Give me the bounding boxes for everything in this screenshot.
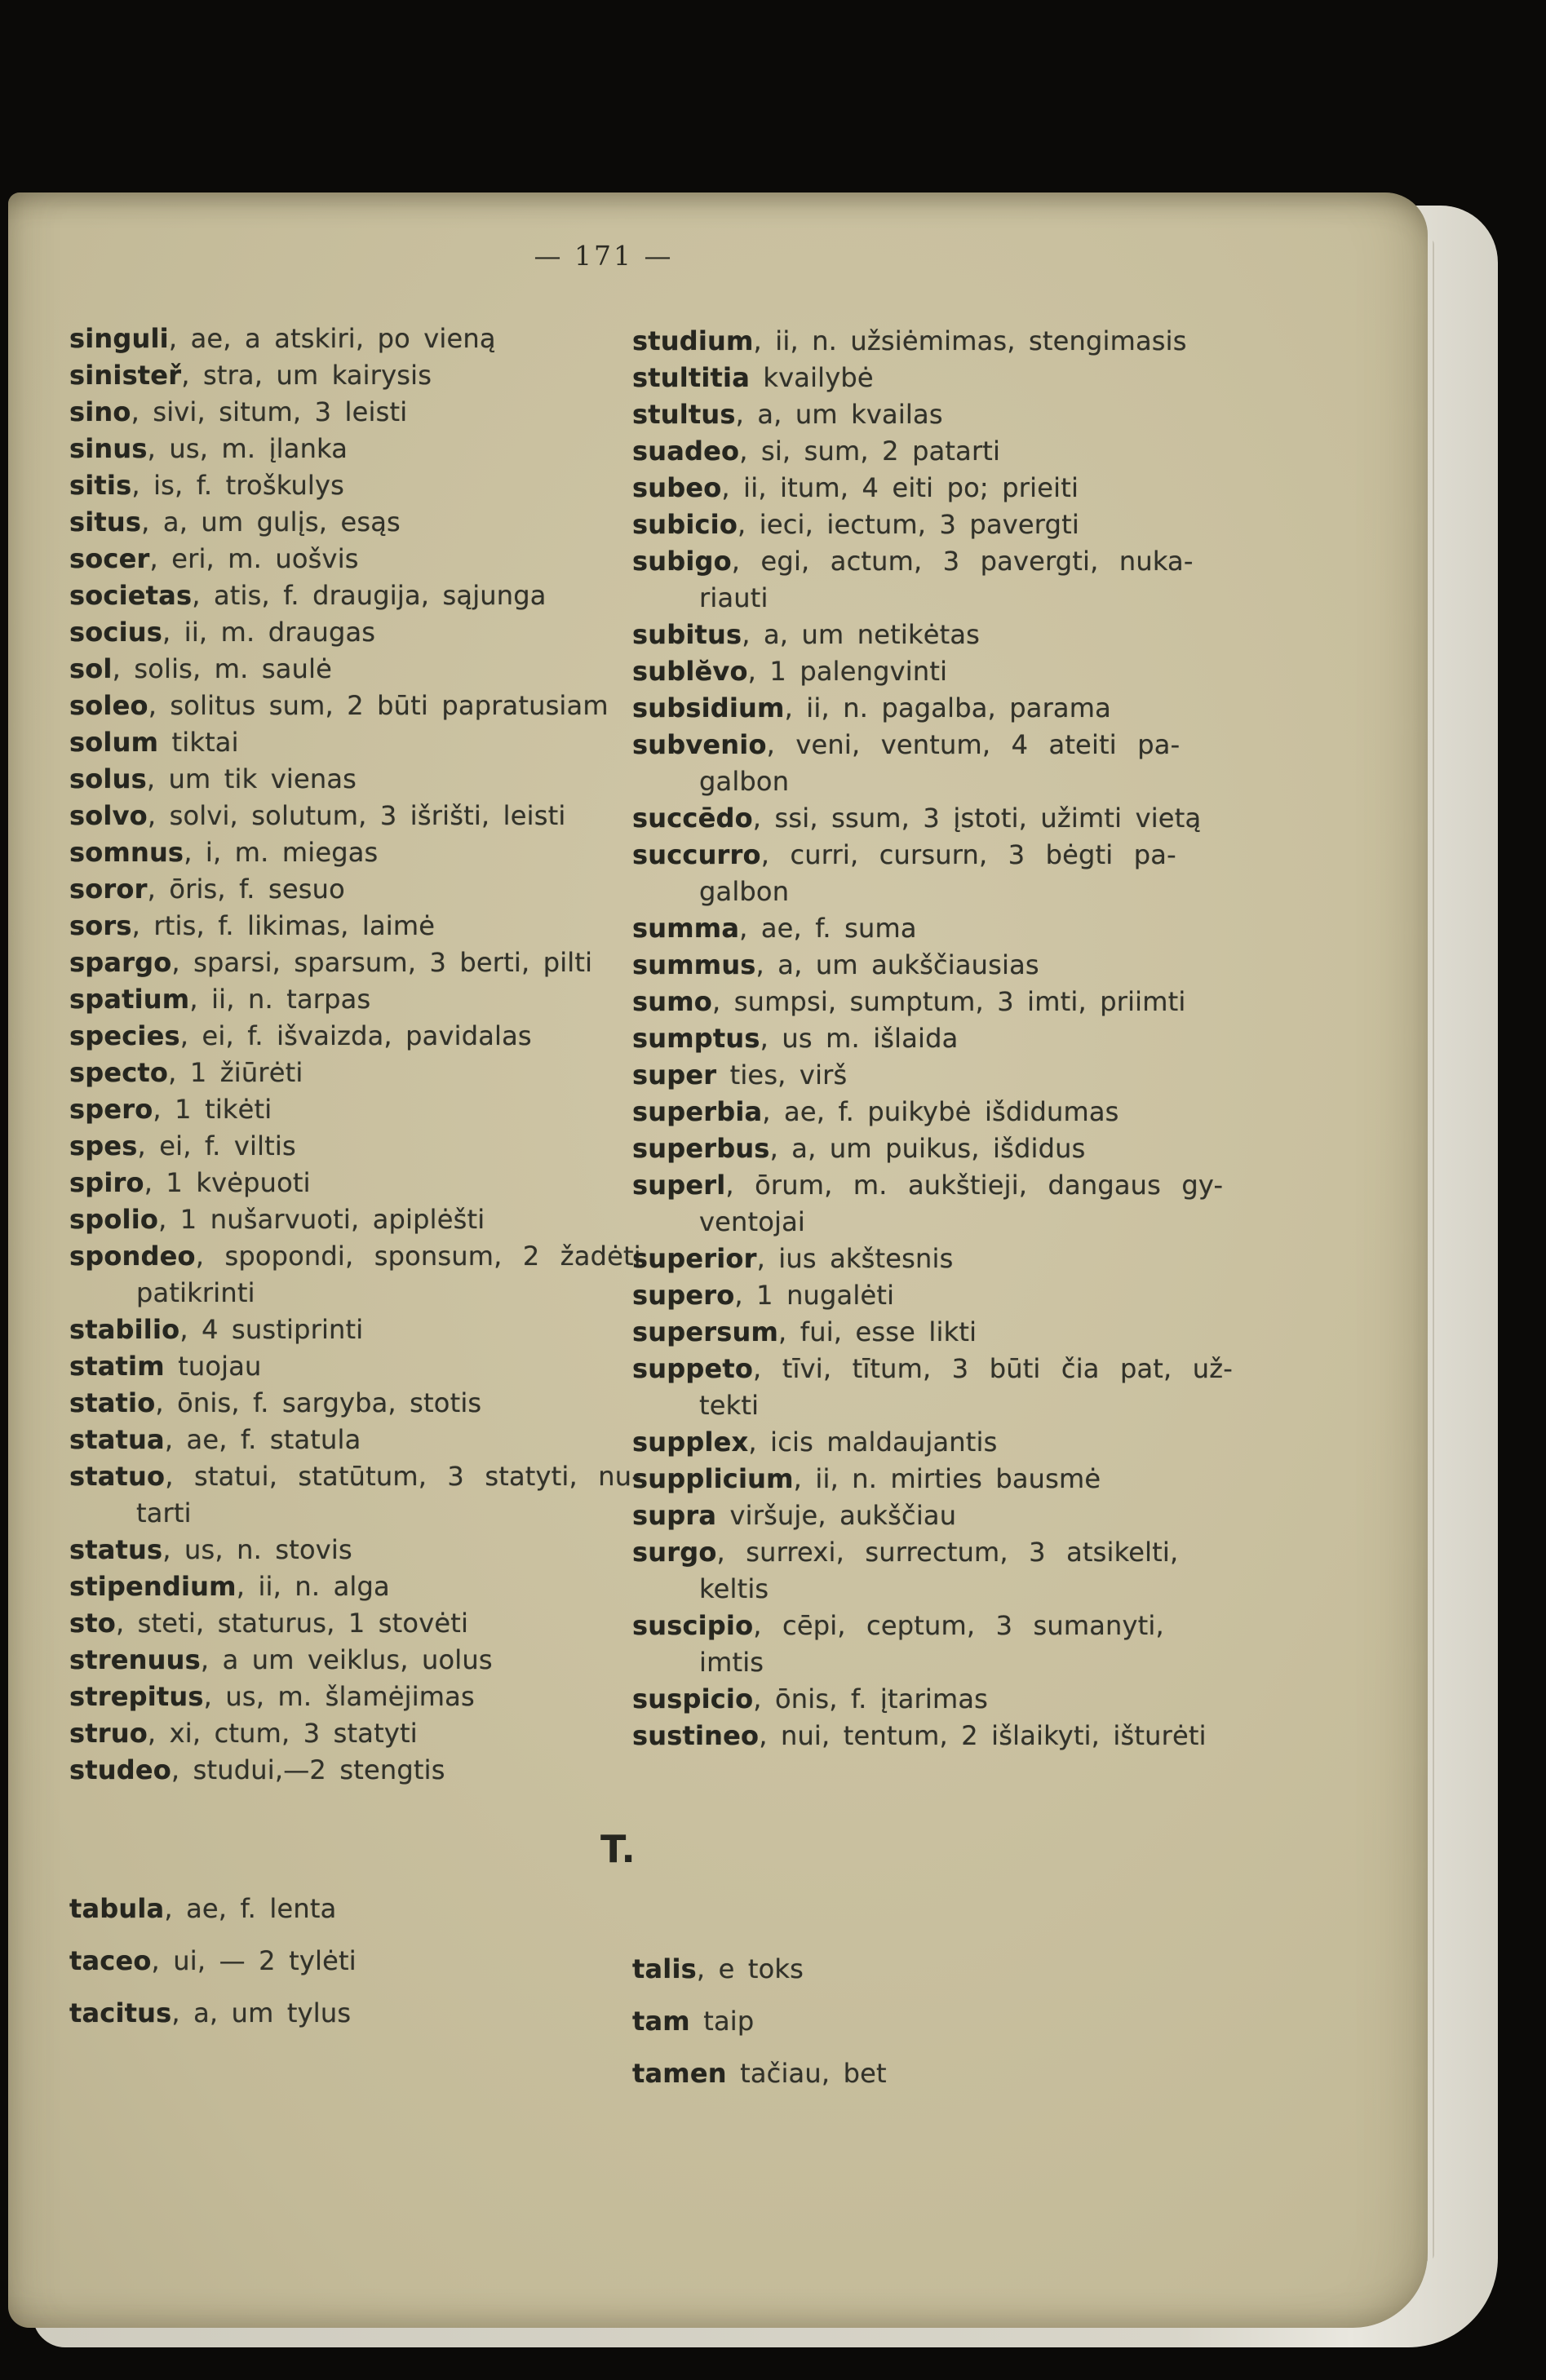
dictionary-entry-line xyxy=(69,504,641,541)
entry-definition: , studui,—2 stengtis xyxy=(171,1754,445,1785)
latin-headword: statuo xyxy=(69,1461,166,1492)
entry-definition: , us, m. šlamėjimas xyxy=(203,1681,475,1712)
latin-headword: tamen xyxy=(632,2058,727,2089)
entry-definition: , icis maldaujantis xyxy=(748,1427,998,1458)
latin-headword: struo xyxy=(69,1718,148,1749)
latin-headword: sumo xyxy=(632,986,712,1017)
dictionary-entry-line xyxy=(632,1094,1233,1130)
entry-definition: , a, um puikus, išdidus xyxy=(769,1133,1086,1164)
entry-definition: , solitus sum, 2 būti papratusiam xyxy=(148,690,609,721)
entry-definition: , ae, f. statula xyxy=(164,1424,361,1455)
entry-definition: tačiau, bet xyxy=(726,2058,887,2089)
dictionary-entry-line xyxy=(69,798,641,834)
entry-definition: , ui, — 2 tylėti xyxy=(151,1945,357,1976)
dictionary-entry-line xyxy=(69,1055,641,1091)
latin-headword: subigo xyxy=(632,546,732,577)
latin-headword: spiro xyxy=(69,1167,144,1198)
latin-headword: sol xyxy=(69,653,113,684)
entry-definition: tarti xyxy=(136,1497,192,1528)
dictionary-entry-line xyxy=(69,431,641,467)
entry-definition: galbon xyxy=(699,876,790,907)
dictionary-entry-line xyxy=(69,1458,641,1495)
latin-headword: supplex xyxy=(632,1427,749,1458)
dictionary-entry-line xyxy=(69,981,641,1018)
entry-definition: , e toks xyxy=(696,1953,804,1984)
entry-definition: , a, um gulįs, esąs xyxy=(141,507,401,537)
latin-headword: suadeo xyxy=(632,436,740,467)
dictionary-entry-line xyxy=(69,1679,641,1715)
latin-headword: singuli xyxy=(69,323,169,354)
dictionary-entry-line xyxy=(69,1091,641,1128)
entry-definition: imtis xyxy=(699,1647,764,1678)
entry-definition: , ii, n. užsiėmimas, stengimasis xyxy=(753,325,1187,356)
dictionary-entry-line xyxy=(632,1057,1233,1094)
entry-definition: , 1 palengvinti xyxy=(747,656,948,687)
dictionary-entry-line xyxy=(69,1568,641,1605)
dictionary-entry-line xyxy=(69,1422,641,1458)
entry-definition: keltis xyxy=(699,1573,769,1604)
entry-definition: , ae, a atskiri, po vieną xyxy=(168,323,496,354)
entry-definition: , 1 kvėpuoti xyxy=(144,1167,311,1198)
entry-continuation-line xyxy=(69,1495,641,1532)
entry-definition: , spopondi, sponsum, 2 žadėti xyxy=(195,1241,641,1272)
latin-headword: strepitus xyxy=(69,1681,204,1712)
entry-definition: , ii, n. alga xyxy=(236,1571,390,1602)
latin-headword: sumptus xyxy=(632,1023,760,1054)
latin-headword: statio xyxy=(69,1387,156,1418)
entry-definition: , egi, actum, 3 pavergti, nuka- xyxy=(731,546,1194,577)
dictionary-entry-line xyxy=(69,944,641,981)
dictionary-entry-line xyxy=(632,1497,1233,1534)
latin-headword: solum xyxy=(69,727,159,758)
entry-definition: , ei, f. išvaizda, pavidalas xyxy=(179,1020,532,1051)
dictionary-entry-line xyxy=(632,396,1233,433)
latin-headword: superl xyxy=(632,1170,726,1201)
entry-definition: , us m. išlaida xyxy=(760,1023,959,1054)
entry-continuation-line xyxy=(632,1204,1233,1241)
dictionary-entry-line xyxy=(69,1935,357,1987)
entry-definition: , ōnis, f. įtarimas xyxy=(753,1683,989,1714)
dictionary-entry-line xyxy=(632,910,1233,947)
dictionary-entry-line xyxy=(69,871,641,908)
latin-headword: tam xyxy=(632,2006,690,2037)
dictionary-entry-line xyxy=(632,1130,1233,1167)
entry-definition: ties, virš xyxy=(716,1059,848,1090)
dictionary-entry-line xyxy=(632,947,1233,984)
dictionary-entry-line xyxy=(69,577,641,614)
entry-definition: , ii, n. pagalba, parama xyxy=(784,692,1111,723)
entry-definition: , 1 tikėti xyxy=(153,1094,272,1125)
latin-headword: sino xyxy=(69,396,131,427)
entry-definition: , a, um tylus xyxy=(171,1997,352,2028)
dictionary-entry-line xyxy=(632,1277,1233,1314)
latin-headword: summus xyxy=(632,949,756,980)
entry-definition: , si, sum, 2 patarti xyxy=(739,436,1001,467)
dictionary-entry-line xyxy=(69,1312,641,1348)
entry-continuation-line xyxy=(632,1387,1233,1424)
dictionary-entry-line xyxy=(69,651,641,688)
dictionary-entry-line xyxy=(69,1238,641,1275)
dictionary-entry-line xyxy=(69,1165,641,1201)
latin-headword: subicio xyxy=(632,509,738,540)
dictionary-entry-line xyxy=(69,908,641,944)
dictionary-entry-line xyxy=(69,1018,641,1055)
entry-definition: tuojau xyxy=(164,1351,262,1382)
entry-definition: , ii, itum, 4 eiti po; prieiti xyxy=(721,472,1079,503)
entry-definition: , fui, esse likti xyxy=(778,1316,977,1347)
entry-definition: kvailybė xyxy=(750,362,874,393)
right-column xyxy=(632,323,1233,1754)
entry-definition: , curri, cursurn, 3 bėgti pa- xyxy=(760,839,1176,870)
entry-definition: , a um veiklus, uolus xyxy=(200,1644,493,1675)
latin-headword: sublĕvo xyxy=(632,656,748,687)
dictionary-entry-line xyxy=(632,323,1233,360)
entry-definition: , ii, m. draugas xyxy=(162,617,376,648)
latin-headword: solvo xyxy=(69,800,148,831)
entry-definition: , ae, f. puikybė išdidumas xyxy=(762,1096,1119,1127)
dictionary-entry-line xyxy=(69,1128,641,1165)
latin-headword: tacitus xyxy=(69,1997,172,2028)
latin-headword: status xyxy=(69,1534,163,1565)
dictionary-entry-line xyxy=(632,984,1233,1020)
latin-headword: taceo xyxy=(69,1945,152,1976)
latin-headword: superior xyxy=(632,1243,757,1274)
dictionary-entry-line xyxy=(632,727,1233,763)
dictionary-entry-line xyxy=(632,837,1233,874)
section-heading-t: T. xyxy=(600,1827,636,1871)
entry-definition: , 1 nušarvuoti, apiplėšti xyxy=(158,1204,485,1235)
entry-continuation-line xyxy=(632,1644,1233,1681)
dictionary-entry-line xyxy=(632,1534,1233,1571)
latin-headword: situs xyxy=(69,507,142,537)
dictionary-entry-line xyxy=(632,2047,887,2099)
entry-definition: , ei, f. viltis xyxy=(137,1130,296,1161)
entry-definition: , ōrum, m. aukštieji, dangaus gy- xyxy=(725,1170,1224,1201)
latin-headword: somnus xyxy=(69,837,184,868)
entry-definition: , veni, ventum, 4 ateiti pa- xyxy=(766,729,1181,760)
dictionary-entry-line xyxy=(632,800,1233,837)
latin-headword: spes xyxy=(69,1130,138,1161)
latin-headword: subitus xyxy=(632,619,742,650)
entry-continuation-line xyxy=(69,1275,641,1312)
entry-continuation-line xyxy=(632,580,1233,617)
latin-headword: superbia xyxy=(632,1096,763,1127)
entry-definition: , ae, f. suma xyxy=(739,913,917,944)
entry-definition: , us, n. stovis xyxy=(162,1534,352,1565)
dictionary-entry-line xyxy=(69,1882,357,1935)
latin-headword: sustineo xyxy=(632,1720,760,1751)
entry-definition: , is, f. troškulys xyxy=(131,470,345,501)
entry-definition: taip xyxy=(689,2006,755,2037)
latin-headword: statua xyxy=(69,1424,165,1455)
dictionary-entry-line xyxy=(69,834,641,871)
dictionary-entry-line xyxy=(632,617,1233,653)
latin-headword: species xyxy=(69,1020,180,1051)
latin-headword: spatium xyxy=(69,984,190,1015)
latin-headword: spolio xyxy=(69,1204,159,1235)
entry-definition: , solis, m. saulė xyxy=(112,653,333,684)
entry-definition: viršuje, aukščiau xyxy=(716,1500,957,1531)
dictionary-entry-line xyxy=(632,653,1233,690)
latin-headword: soleo xyxy=(69,690,148,721)
latin-headword: specto xyxy=(69,1057,169,1088)
book-page xyxy=(8,192,1428,2328)
dictionary-entry-line xyxy=(69,541,641,577)
entry-definition: , nui, tentum, 2 išlaikyti, išturėti xyxy=(759,1720,1207,1751)
dictionary-entry-line xyxy=(69,321,641,357)
dictionary-entry-line xyxy=(69,614,641,651)
entry-definition: , 1 žiūrėti xyxy=(168,1057,303,1088)
dictionary-entry-line xyxy=(632,1241,1233,1277)
latin-headword: succurro xyxy=(632,839,761,870)
latin-headword: spondeo xyxy=(69,1241,196,1272)
entry-definition: patikrinti xyxy=(136,1277,255,1308)
left-column xyxy=(69,321,641,1789)
dictionary-entry-line xyxy=(632,360,1233,396)
dictionary-entry-line xyxy=(632,1943,887,1995)
latin-headword: tabula xyxy=(69,1893,165,1924)
bottom-right-column xyxy=(632,1943,887,2099)
latin-headword: soror xyxy=(69,874,148,905)
latin-headword: sinus xyxy=(69,433,148,464)
latin-headword: stabilio xyxy=(69,1314,180,1345)
entry-definition: , ii, n. mirties bausmė xyxy=(793,1463,1101,1494)
dictionary-entry-line xyxy=(632,1314,1233,1351)
entry-definition: , ius akštesnis xyxy=(756,1243,954,1274)
latin-headword: supplicium xyxy=(632,1463,794,1494)
latin-headword: sitis xyxy=(69,470,132,501)
bottom-left-column xyxy=(69,1882,357,2039)
latin-headword: subsidium xyxy=(632,692,785,723)
dictionary-entry-line xyxy=(632,1461,1233,1497)
latin-headword: supra xyxy=(632,1500,717,1531)
latin-headword: supersum xyxy=(632,1316,778,1347)
dictionary-entry-line xyxy=(69,1605,641,1642)
latin-headword: talis xyxy=(632,1953,697,1984)
latin-headword: strenuus xyxy=(69,1644,201,1675)
latin-headword: subeo xyxy=(632,472,722,503)
latin-headword: sors xyxy=(69,910,132,941)
latin-headword: stultus xyxy=(632,399,736,430)
entry-definition: , us, m. įlanka xyxy=(147,433,348,464)
dictionary-entry-line xyxy=(69,467,641,504)
entry-definition: , sumpsi, sumptum, 3 imti, priimti xyxy=(711,986,1186,1017)
latin-headword: summa xyxy=(632,913,740,944)
entry-definition: galbon xyxy=(699,766,790,797)
entry-definition: tekti xyxy=(699,1390,760,1421)
dictionary-entry-line xyxy=(632,543,1233,580)
dictionary-entry-line xyxy=(632,1995,887,2047)
entry-definition: , rtis, f. likimas, laimė xyxy=(131,910,436,941)
dictionary-entry-line xyxy=(69,761,641,798)
latin-headword: super xyxy=(632,1059,717,1090)
dictionary-entry-line xyxy=(69,1348,641,1385)
latin-headword: suspicio xyxy=(632,1683,754,1714)
entry-continuation-line xyxy=(632,1571,1233,1608)
entry-definition: tiktai xyxy=(158,727,239,758)
latin-headword: suscipio xyxy=(632,1610,754,1641)
entry-definition: riauti xyxy=(699,582,769,613)
entry-definition: , a, um aukščiausias xyxy=(755,949,1039,980)
latin-headword: sinisteř xyxy=(69,360,182,391)
latin-headword: socius xyxy=(69,617,162,648)
entry-definition: , 4 sustiprinti xyxy=(179,1314,364,1345)
entry-definition: , tīvi, tītum, 3 būti čia pat, už- xyxy=(753,1353,1234,1384)
entry-continuation-line xyxy=(632,874,1233,910)
entry-definition: , um tik vienas xyxy=(146,763,357,794)
dictionary-entry-line xyxy=(69,1385,641,1422)
entry-definition: , sparsi, sparsum, 3 berti, pilti xyxy=(171,947,593,978)
dictionary-entry-line xyxy=(632,1718,1233,1754)
latin-headword: spero xyxy=(69,1094,153,1125)
latin-headword: spargo xyxy=(69,947,172,978)
dictionary-entry-line xyxy=(69,1715,641,1752)
entry-definition: , steti, staturus, 1 stovėti xyxy=(115,1608,469,1639)
latin-headword: stultitia xyxy=(632,362,751,393)
dictionary-entry-line xyxy=(69,688,641,724)
entry-definition: , solvi, solutum, 3 išrišti, leisti xyxy=(147,800,566,831)
entry-definition: , cēpi, ceptum, 3 sumanyti, xyxy=(753,1610,1164,1641)
entry-definition: , xi, ctum, 3 statyti xyxy=(147,1718,418,1749)
dictionary-entry-line xyxy=(69,1752,641,1789)
dictionary-entry-line xyxy=(69,1642,641,1679)
entry-definition: , ssi, ssum, 3 įstoti, užimti vietą xyxy=(752,803,1202,834)
latin-headword: subvenio xyxy=(632,729,767,760)
latin-headword: studium xyxy=(632,325,754,356)
latin-headword: suppeto xyxy=(632,1353,754,1384)
dictionary-entry-line xyxy=(69,724,641,761)
entry-definition: , a, um netikėtas xyxy=(742,619,981,650)
entry-definition: , atis, f. draugija, sąjunga xyxy=(192,580,547,611)
entry-definition: , surrexi, surrectum, 3 atsikelti, xyxy=(716,1537,1179,1568)
latin-headword: surgo xyxy=(632,1537,717,1568)
entry-continuation-line xyxy=(632,763,1233,800)
entry-definition: , ae, f. lenta xyxy=(164,1893,337,1924)
dictionary-entry-line xyxy=(69,1532,641,1568)
entry-definition: , statui, statūtum, 3 statyti, nu- xyxy=(165,1461,641,1492)
dictionary-entry-line xyxy=(632,470,1233,507)
latin-headword: succēdo xyxy=(632,803,753,834)
entry-definition: , ii, n. tarpas xyxy=(189,984,371,1015)
latin-headword: sto xyxy=(69,1608,116,1639)
entry-definition: ventojai xyxy=(699,1206,806,1237)
dictionary-entry-line xyxy=(69,394,641,431)
latin-headword: supero xyxy=(632,1280,735,1311)
dictionary-entry-line xyxy=(632,690,1233,727)
page-number: — 171 — xyxy=(534,240,674,272)
latin-headword: superbus xyxy=(632,1133,770,1164)
dictionary-entry-line xyxy=(69,357,641,394)
dictionary-entry-line xyxy=(69,1201,641,1238)
entry-definition: , sivi, situm, 3 leisti xyxy=(131,396,408,427)
latin-headword: socer xyxy=(69,543,150,574)
latin-headword: solus xyxy=(69,763,147,794)
entry-definition: , stra, um kairysis xyxy=(181,360,432,391)
entry-definition: , i, m. miegas xyxy=(184,837,379,868)
dictionary-entry-line xyxy=(632,507,1233,543)
dictionary-entry-line xyxy=(632,1608,1233,1644)
entry-definition: , ōris, f. sesuo xyxy=(147,874,345,905)
dictionary-entry-line xyxy=(632,1020,1233,1057)
dictionary-entry-line xyxy=(632,1351,1233,1387)
latin-headword: studeo xyxy=(69,1754,171,1785)
latin-headword: stipendium xyxy=(69,1571,237,1602)
entry-definition: , eri, m. uošvis xyxy=(149,543,359,574)
entry-definition: , a, um kvailas xyxy=(735,399,943,430)
entry-definition: , ōnis, f. sargyba, stotis xyxy=(155,1387,482,1418)
dictionary-entry-line xyxy=(632,1167,1233,1204)
dictionary-entry-line xyxy=(632,1424,1233,1461)
dictionary-entry-line xyxy=(69,1987,357,2039)
entry-definition: , ieci, iectum, 3 pavergti xyxy=(738,509,1079,540)
latin-headword: statim xyxy=(69,1351,165,1382)
dictionary-entry-line xyxy=(632,433,1233,470)
entry-definition: , 1 nugalėti xyxy=(734,1280,895,1311)
dictionary-entry-line xyxy=(632,1681,1233,1718)
latin-headword: societas xyxy=(69,580,193,611)
